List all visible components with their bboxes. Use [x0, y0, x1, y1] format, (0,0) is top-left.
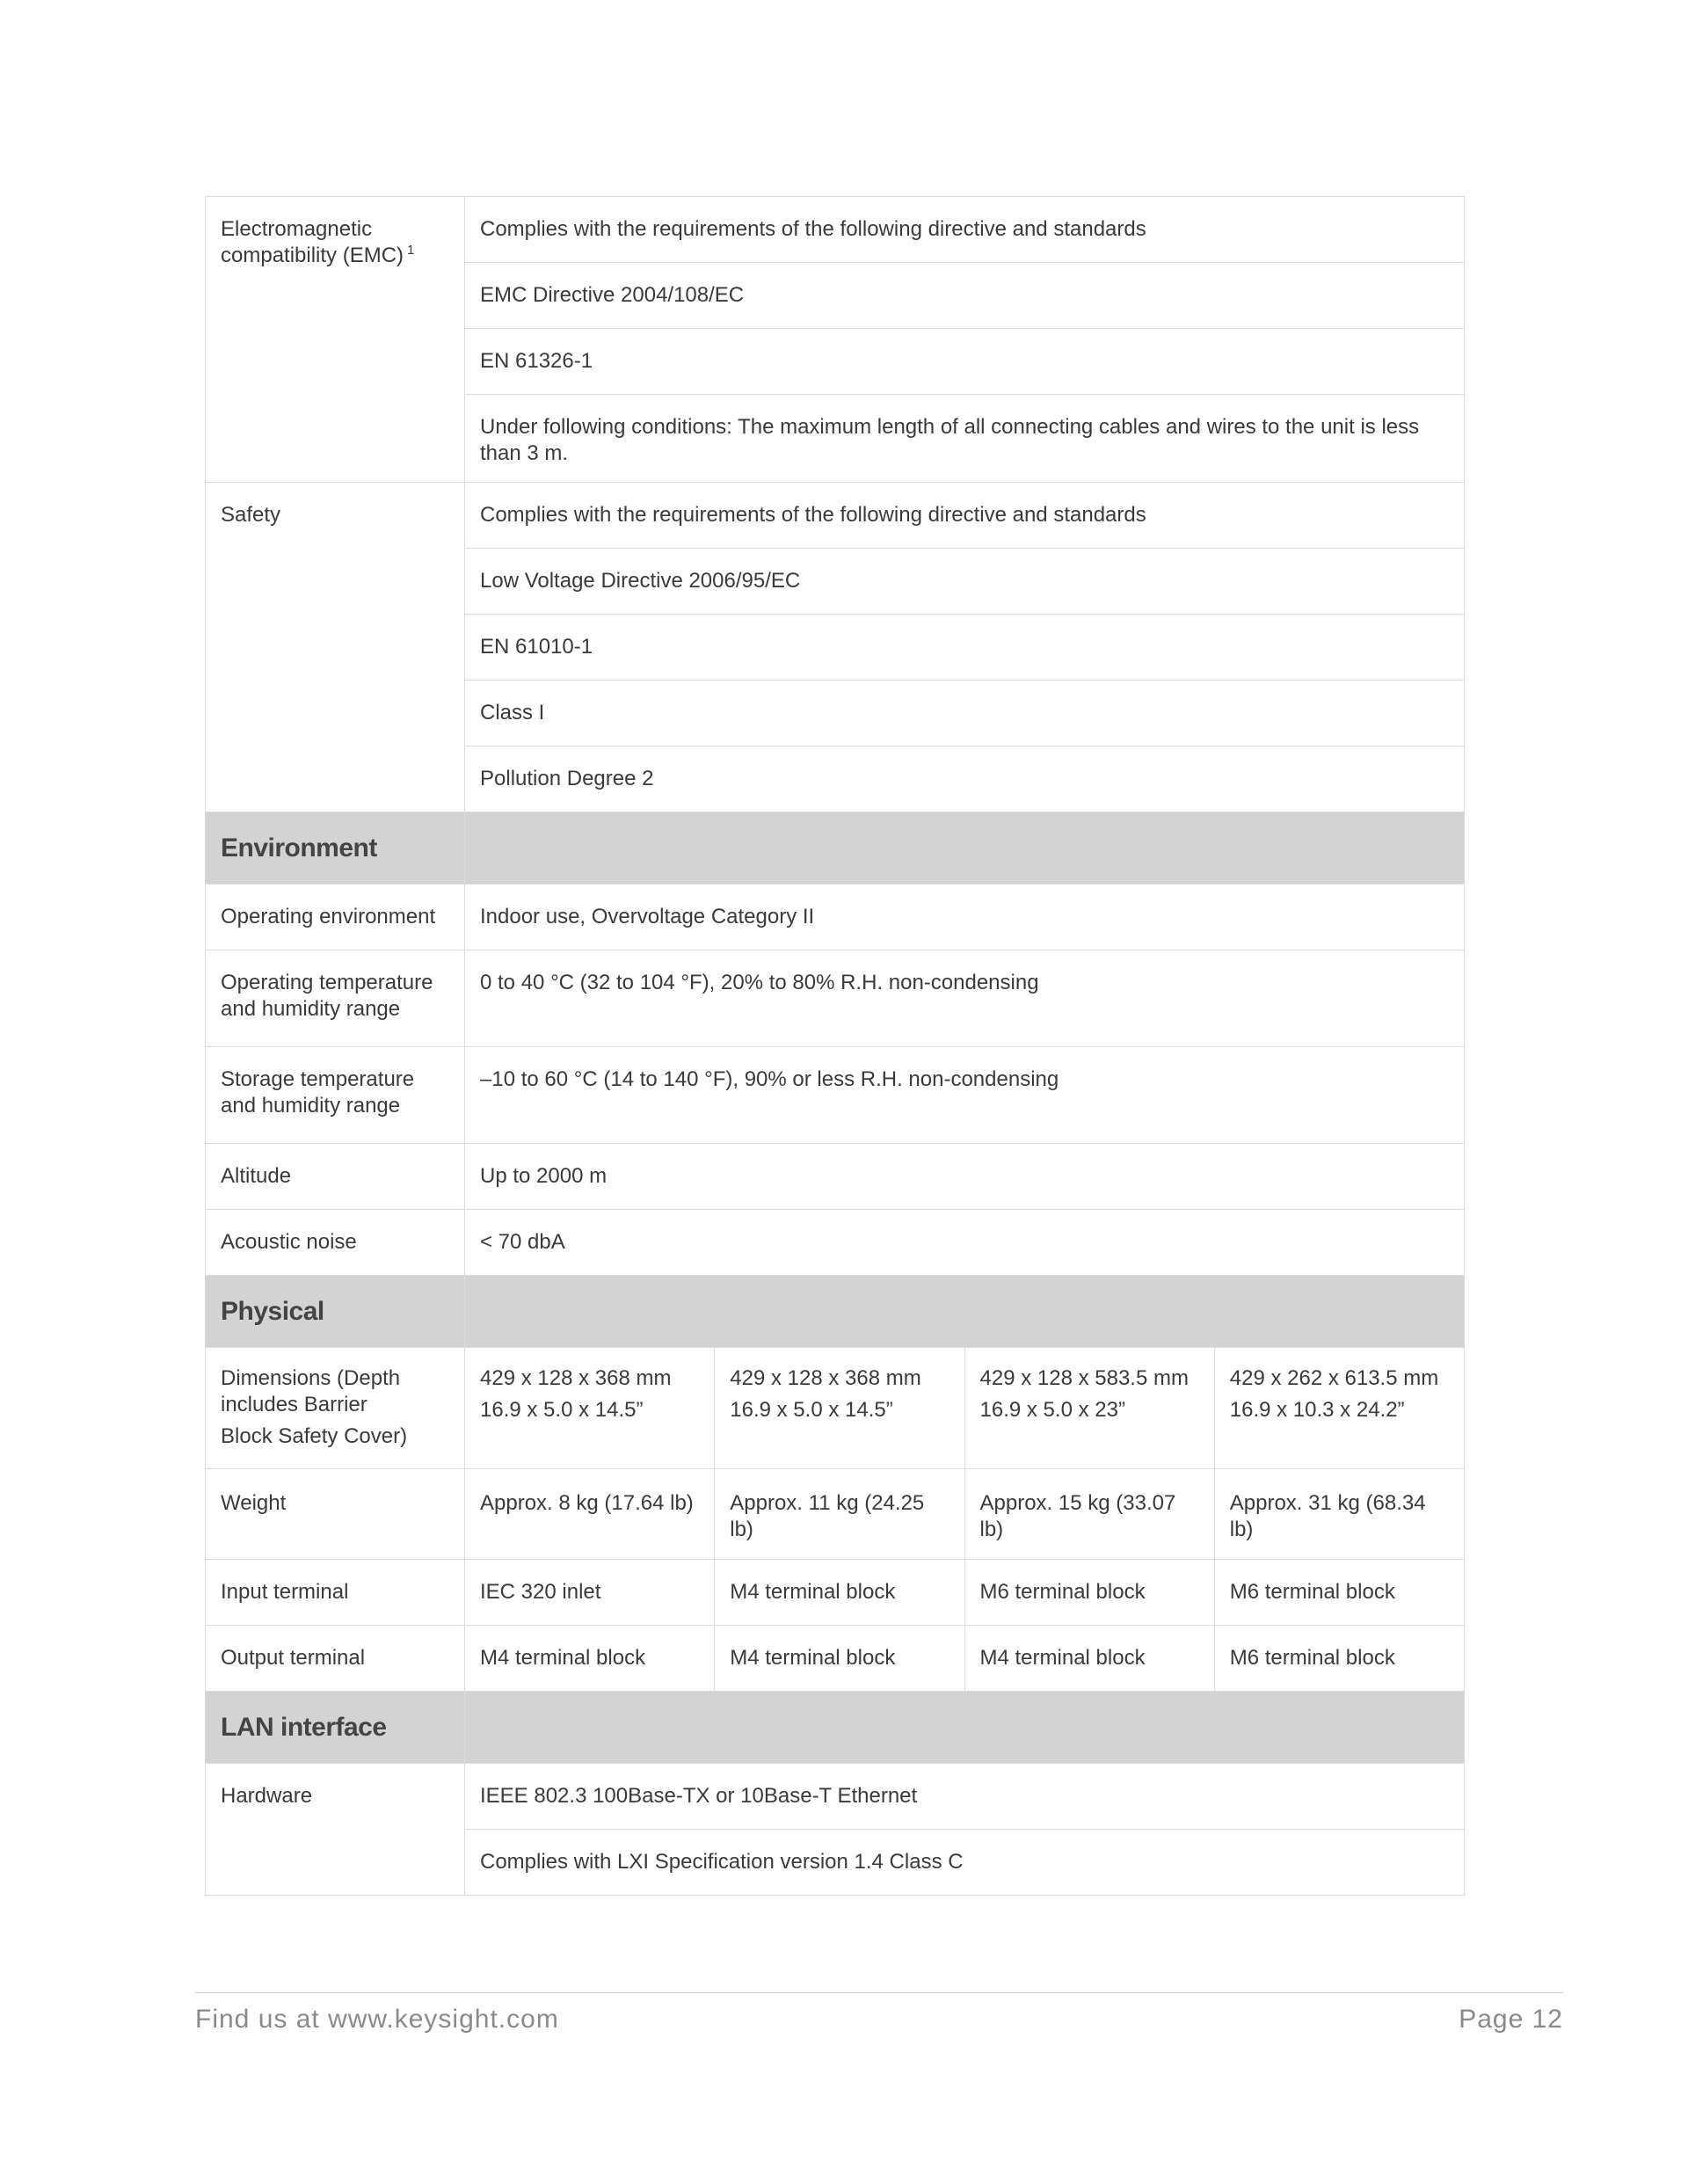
output-terminal-value: M6 terminal block: [1214, 1626, 1464, 1692]
dimensions-value: 429 x 128 x 583.5 mm 16.9 x 5.0 x 23”: [964, 1348, 1214, 1469]
dimensions-label-line: Block Safety Cover): [221, 1424, 408, 1448]
spec-table: [205, 196, 1465, 1896]
env-row: [206, 1144, 1465, 1210]
section-fill: [465, 812, 1465, 885]
section-lan: [206, 1692, 1465, 1764]
footer-website: Find us at www.keysight.com: [195, 2005, 559, 2034]
dimensions-label-line: Dimensions (Depth: [221, 1366, 401, 1390]
dimensions-value: 429 x 128 x 368 mm 16.9 x 5.0 x 14.5”: [465, 1348, 715, 1469]
section-fill: [465, 1276, 1465, 1348]
section-title-lan: LAN interface: [206, 1692, 465, 1764]
env-value: 0 to 40 °C (32 to 104 °F), 20% to 80% R.H. non-condensing: [465, 950, 1465, 1047]
footer-divider: [195, 1992, 1563, 1993]
input-terminal-value: M6 terminal block: [964, 1560, 1214, 1626]
output-terminal-value: M4 terminal block: [715, 1626, 964, 1692]
env-value: Up to 2000 m: [465, 1144, 1465, 1210]
output-terminal-row: [206, 1626, 1465, 1692]
safety-item: Pollution Degree 2: [465, 746, 1465, 812]
lan-label: Hardware: [206, 1764, 465, 1896]
weight-label: Weight: [206, 1469, 465, 1560]
input-terminal-label: Input terminal: [206, 1560, 465, 1626]
safety-item: Complies with the requirements of the following directive and standards: [465, 483, 1465, 549]
input-terminal-row: [206, 1560, 1465, 1626]
input-terminal-value: IEC 320 inlet: [465, 1560, 715, 1626]
section-title-physical: Physical: [206, 1276, 465, 1348]
emc-label: Electromagnetic compatibility (EMC) $^1$: [206, 197, 465, 483]
emc-item: Under following conditions: The maximum length of all connecting cables and wires to the unit is less than 3 m.: [465, 395, 1465, 483]
safety-item: EN 61010-1: [465, 615, 1465, 681]
dimensions-label-line: includes Barrier: [221, 1393, 367, 1416]
safety-item: Low Voltage Directive 2006/95/EC: [465, 549, 1465, 615]
output-terminal-value: M4 terminal block: [964, 1626, 1214, 1692]
dimensions-value: 429 x 262 x 613.5 mm 16.9 x 10.3 x 24.2”: [1214, 1348, 1464, 1469]
env-value: < 70 dbA: [465, 1210, 1465, 1276]
env-value: –10 to 60 °C (14 to 140 °F), 90% or less R.H. non-condensing: [465, 1047, 1465, 1144]
dimensions-label: [206, 1348, 465, 1469]
dimensions-row: [206, 1348, 1465, 1469]
env-row: [206, 1210, 1465, 1276]
safety-label: Safety: [206, 483, 465, 812]
section-fill: [465, 1692, 1465, 1764]
emc-item: EMC Directive 2004/108/EC: [465, 263, 1465, 329]
emc-footnote: 1: [407, 243, 415, 258]
env-row: [206, 1047, 1465, 1144]
weight-row: [206, 1469, 1465, 1560]
env-row: [206, 950, 1465, 1047]
section-title-environment: Environment: [206, 812, 465, 885]
weight-value: Approx. 11 kg (24.25 lb): [715, 1469, 964, 1560]
env-label: Operating temperature and humidity range: [206, 950, 465, 1047]
env-value: Indoor use, Overvoltage Category II: [465, 885, 1465, 950]
weight-value: Approx. 31 kg (68.34 lb): [1214, 1469, 1464, 1560]
output-terminal-label: Output terminal: [206, 1626, 465, 1692]
input-terminal-value: M6 terminal block: [1214, 1560, 1464, 1626]
env-row: [206, 885, 1465, 950]
input-terminal-value: M4 terminal block: [715, 1560, 964, 1626]
weight-value: Approx. 8 kg (17.64 lb): [465, 1469, 715, 1560]
weight-value: Approx. 15 kg (33.07 lb): [964, 1469, 1214, 1560]
dimensions-value: 429 x 128 x 368 mm 16.9 x 5.0 x 14.5”: [715, 1348, 964, 1469]
env-label: Operating environment: [206, 885, 465, 950]
env-label: Acoustic noise: [206, 1210, 465, 1276]
lan-item: IEEE 802.3 100Base-TX or 10Base-T Ethernet: [465, 1764, 1465, 1830]
safety-row: [206, 483, 1465, 549]
output-terminal-value: M4 terminal block: [465, 1626, 715, 1692]
section-physical: [206, 1276, 1465, 1348]
lan-row: [206, 1764, 1465, 1830]
emc-item: Complies with the requirements of the following directive and standards: [465, 197, 1465, 263]
footer-page-number: Page 12: [1459, 2005, 1563, 2034]
env-label: Storage temperature and humidity range: [206, 1047, 465, 1144]
env-label: Altitude: [206, 1144, 465, 1210]
emc-row: [206, 197, 1465, 263]
lan-item: Complies with LXI Specification version 1.4 Class C: [465, 1830, 1465, 1896]
section-environment: [206, 812, 1465, 885]
safety-item: Class I: [465, 681, 1465, 746]
emc-item: EN 61326-1: [465, 329, 1465, 395]
